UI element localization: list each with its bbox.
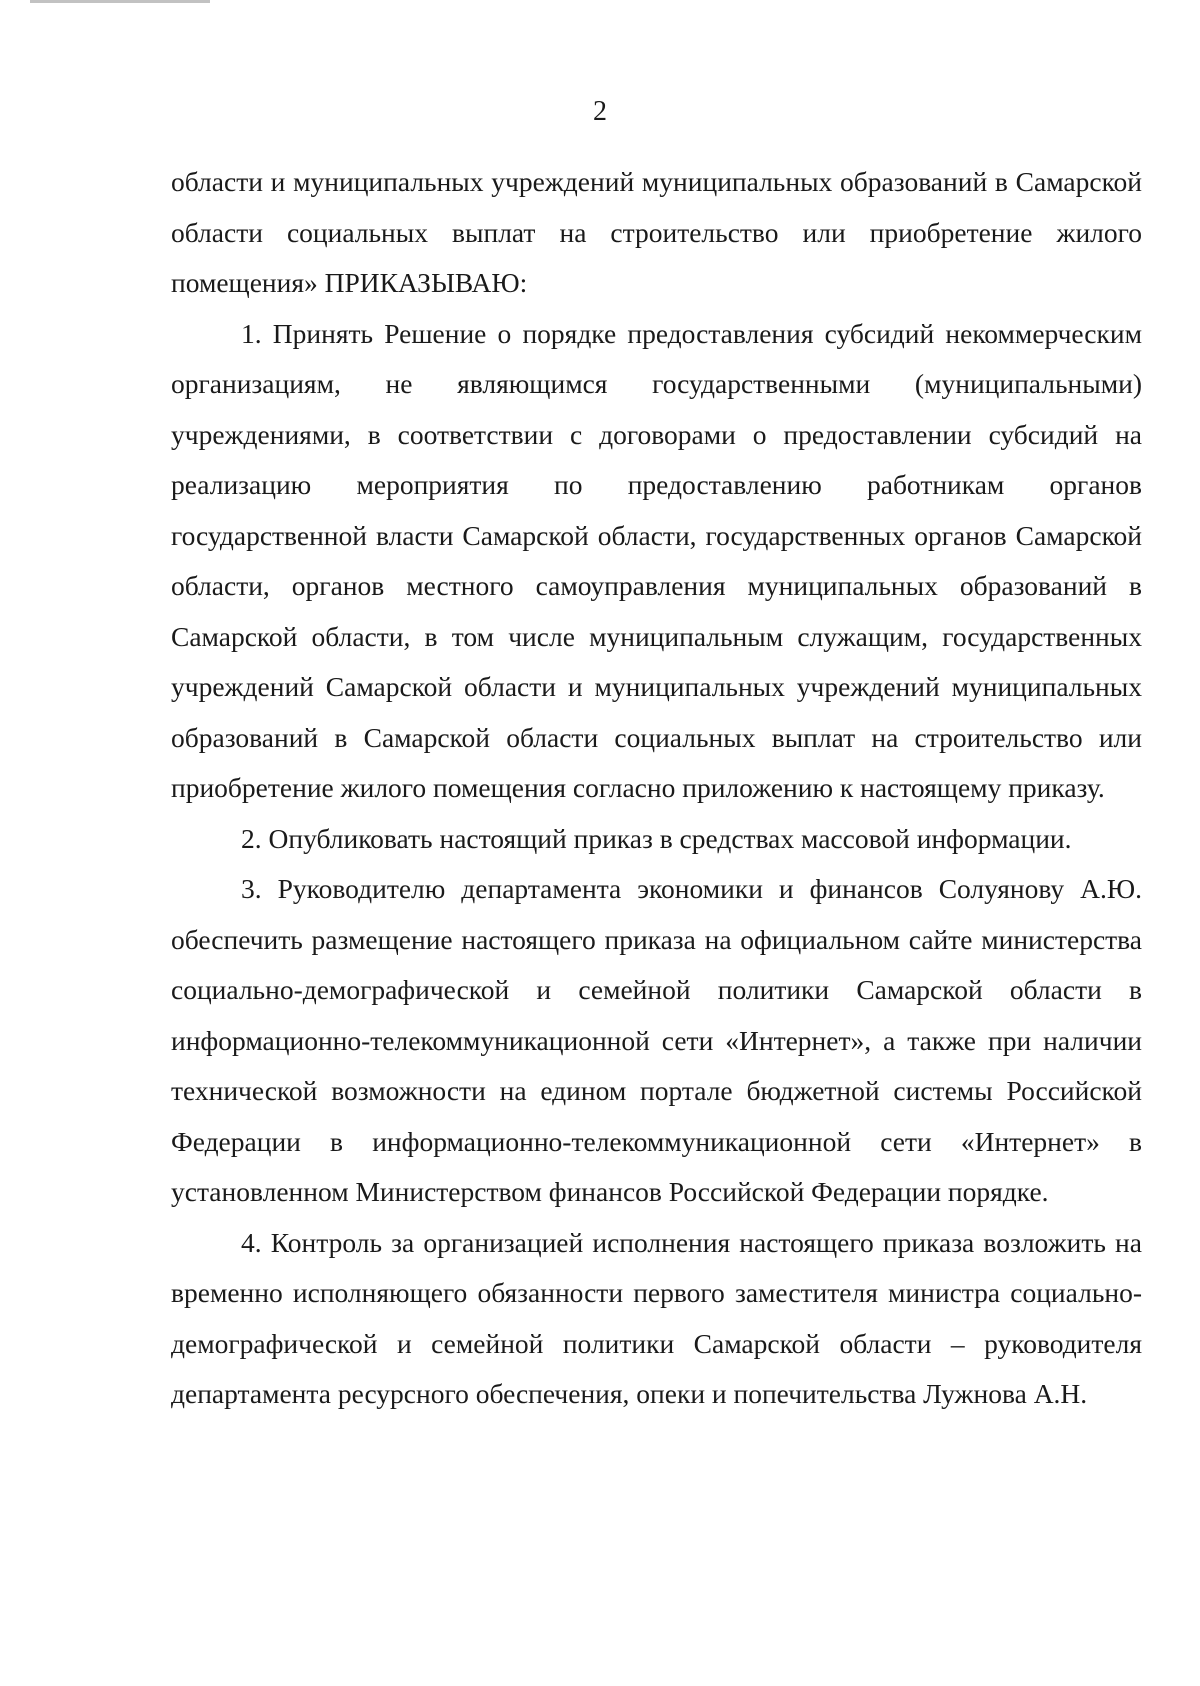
- paragraph-item-4: 4. Контроль за организацией исполнения настоящего приказа возложить на временно исполняющего обязанности первого заместителя министра социально-демографической и семейной политики Самарской области – руководителя департамента ресурсного обеспечения, опеки и попечительства Лужнова А.Н.: [171, 1226, 1142, 1409]
- document-body: [171, 157, 1142, 1420]
- scan-edge-mark: [30, 0, 210, 3]
- paragraph-item-2: 2. Опубликовать настоящий приказ в средствах массовой информации.: [241, 822, 1072, 854]
- page-number: 2: [593, 96, 607, 127]
- paragraph-item-1: 1. Принять Решение о порядке предоставления субсидий некоммерческим организациям, не являющимся государственными (муниципальными) учреждениями, в соответствии с договорами о предоставлении субсидий на реализацию мероприятия по предоставлению работникам органов государственной власти Самарской области, государственных органов Самарской области, органов местного самоуправления муниципальных образований в Самарской области, в том числе муниципальным служащим, государственных учреждений Самарской области и муниципальных учреждений муниципальных образований в Самарской области социальных выплат на строительство или приобретение жилого помещения согласно приложению к настоящему приказу.: [171, 317, 1142, 803]
- paragraph-item-3: 3. Руководителю департамента экономики и финансов Солуянову А.Ю. обеспечить размещение настоящего приказа на официальном сайте министерства социально-демографической и семейной политики Самарской области в информационно-телекоммуникационной сети «Интернет», а также при наличии технической возможности на едином портале бюджетной системы Российской Федерации в информационно-телекоммуникационной сети «Интернет» в установленном Министерством финансов Российской Федерации порядке.: [171, 873, 1142, 1207]
- paragraph-continuation: области и муниципальных учреждений муниципальных образований в Самарской области социальных выплат на строительство или приобретение жилого помещения» ПРИКАЗЫВАЮ:: [171, 166, 1142, 298]
